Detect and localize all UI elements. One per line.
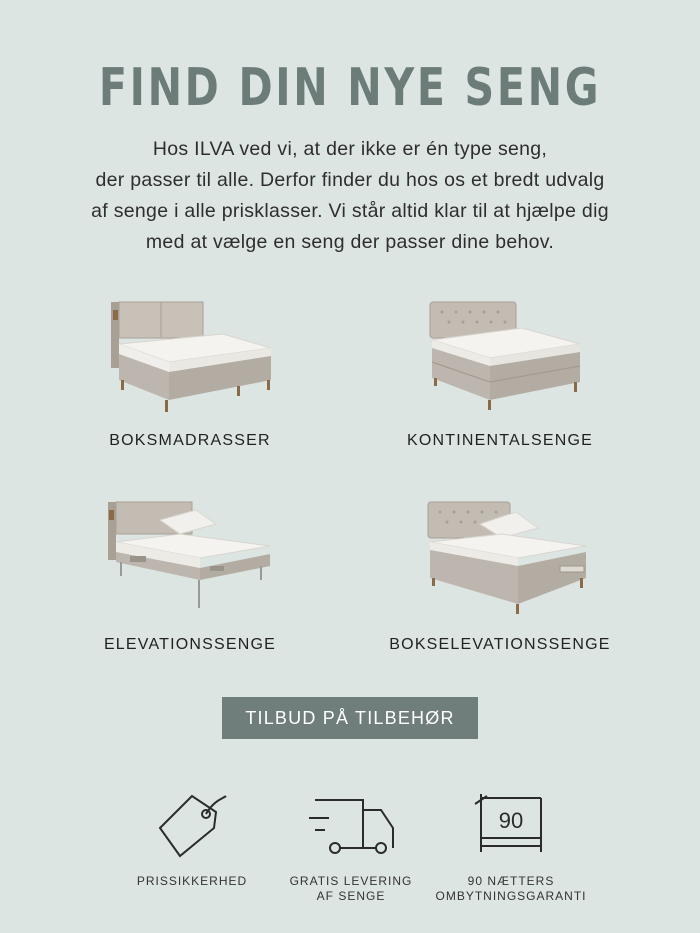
usp-text: GRATIS LEVERING — [289, 874, 413, 888]
usp-number: 90 — [498, 808, 524, 833]
intro-line: med at vælge en seng der passer dine behov. — [145, 231, 555, 253]
bed-90-icon — [471, 790, 551, 860]
usp-free-delivery — [266, 790, 436, 904]
category-boksmadrasser[interactable] — [70, 296, 310, 456]
intro-line: af senge i alle prisklasser. Vi står altid klar til at hjælpe dig — [91, 200, 609, 222]
delivery-truck-icon — [301, 790, 401, 860]
intro-line: der passer til alle. Derfor finder du hos os et bredt udvalg — [95, 169, 605, 191]
usp-text: PRISSIKKERHED — [136, 874, 248, 888]
category-kontinentalsenge[interactable] — [380, 296, 620, 456]
category-label: KONTINENTALSENGE — [406, 432, 594, 449]
continental-bed-image — [410, 296, 590, 416]
price-tag-icon — [152, 790, 232, 860]
category-elevationssenge[interactable] — [70, 498, 310, 658]
category-label: BOKSELEVATIONSSENGE — [389, 636, 611, 653]
intro-text — [40, 134, 660, 258]
usp-text: 90 NÆTTERS — [467, 874, 555, 888]
usp-exchange-guarantee — [426, 790, 596, 904]
usp-text: OMBYTNINGSGARANTI — [435, 889, 587, 903]
category-label: ELEVATIONSSENGE — [103, 636, 277, 653]
page-title: FIND DIN NYE SENG — [98, 58, 602, 118]
accessories-offer-button[interactable]: TILBUD PÅ TILBEHØR — [222, 697, 478, 739]
adjustable-bed-image — [100, 498, 280, 618]
usp-text: AF SENGE — [316, 889, 386, 903]
box-mattress-bed-image — [105, 296, 275, 416]
intro-line: Hos ILVA ved vi, at der ikke er én type seng, — [152, 138, 548, 160]
usp-price-guarantee — [107, 790, 277, 889]
category-label: BOKSMADRASSER — [109, 432, 271, 449]
category-bokselevationssenge[interactable] — [380, 498, 620, 658]
box-adjustable-bed-image — [410, 498, 590, 618]
